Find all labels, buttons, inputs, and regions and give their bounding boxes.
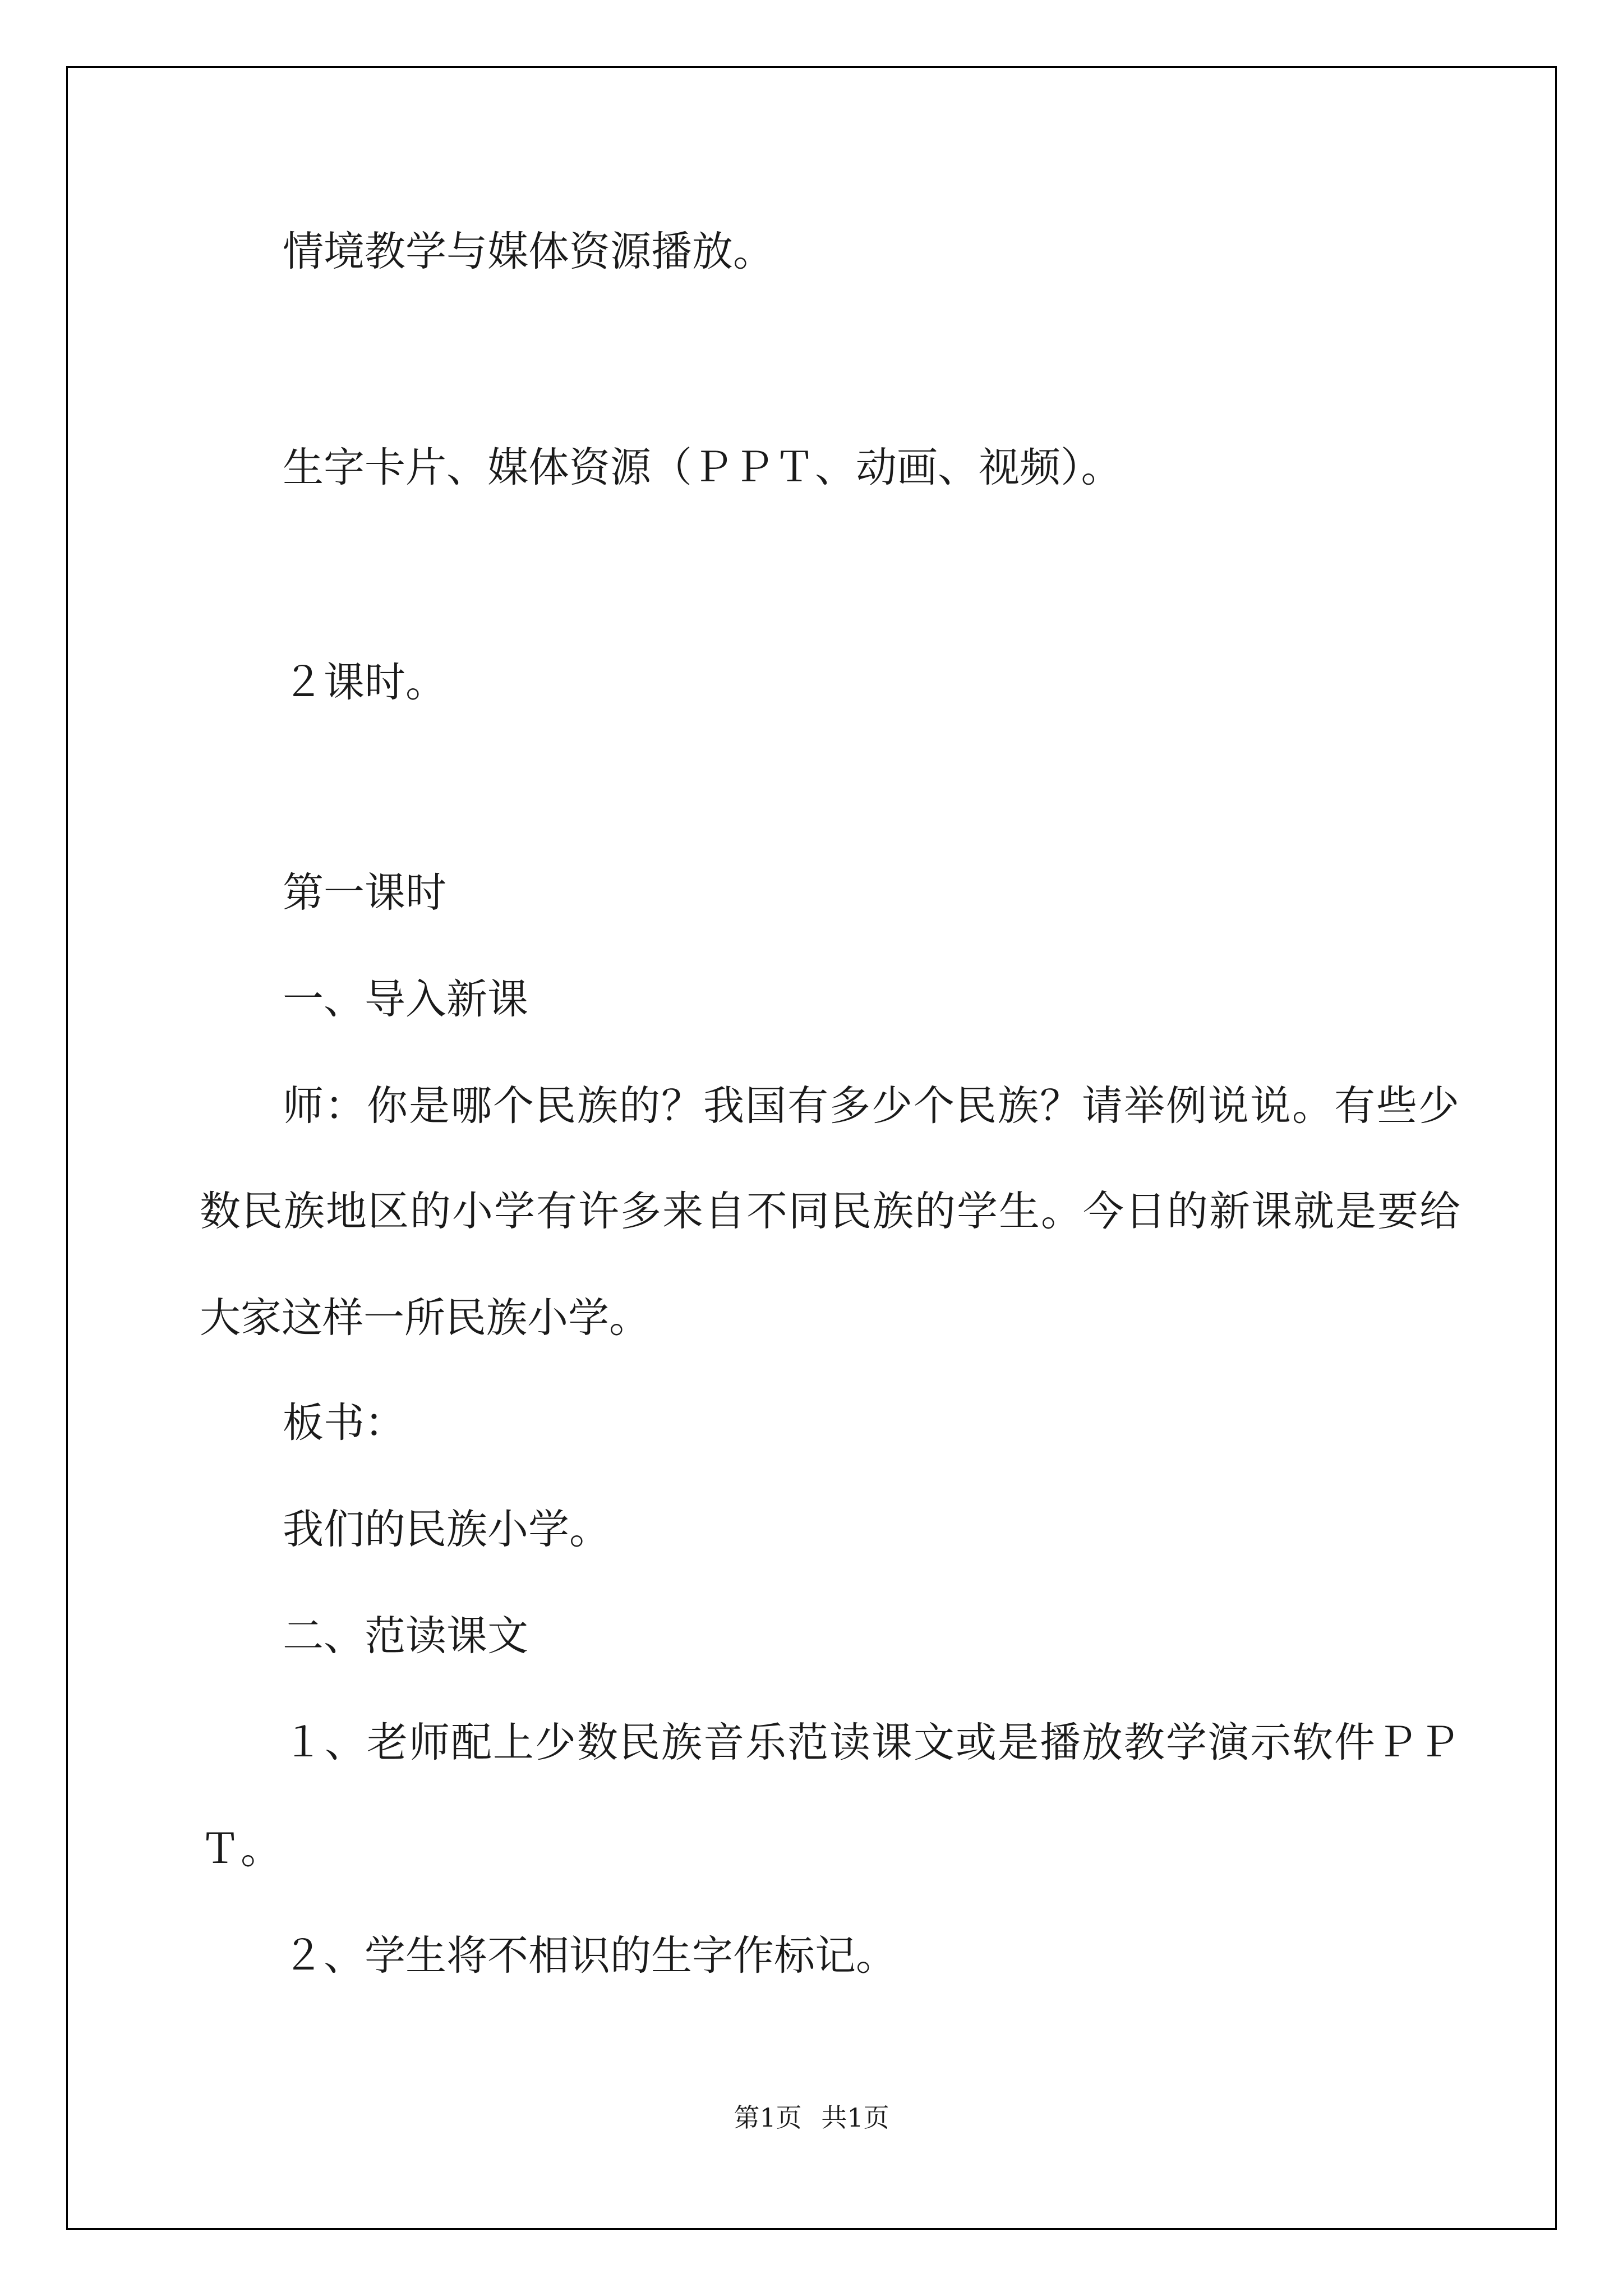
- section-first-lesson: 第一课时: [283, 869, 446, 917]
- paragraph-teacher-line-3: 大家这样一所民族小学。: [200, 1294, 650, 1342]
- line-duration: ２课时。: [283, 659, 446, 706]
- label-blackboard: 板书：: [283, 1399, 405, 1447]
- step-2: ２、学生将不相识的生字作标记。: [283, 1932, 897, 1980]
- page-number: 第1页: [734, 2102, 802, 2133]
- heading-intro: 一、导入新课: [283, 976, 528, 1023]
- page-footer: [0, 2102, 1623, 2133]
- paragraph-teacher-line-2: 数民族地区的小学有许多来自不同民族的学生。今日的新课就是要给: [200, 1188, 1461, 1235]
- heading-model-reading: 二、范读课文: [283, 1612, 528, 1660]
- blackboard-title: 我们的民族小学。: [283, 1506, 610, 1553]
- line-materials: 生字卡片、媒体资源（ＰＰＴ、动画、视频）。: [283, 444, 1122, 491]
- step-1-line-2: Ｔ。: [200, 1825, 282, 1873]
- step-1-line-1: １、老师配上少数民族音乐范读课文或是播放教学演示软件ＰＰ: [283, 1719, 1460, 1766]
- line-method: 情境教学与媒体资源播放。: [283, 228, 774, 275]
- paragraph-teacher-line-1: 师：你是哪个民族的？我国有多少个民族？请举例说说。有些少: [283, 1082, 1460, 1130]
- page-border: [66, 66, 1557, 2230]
- page-total: 共1页: [821, 2102, 889, 2133]
